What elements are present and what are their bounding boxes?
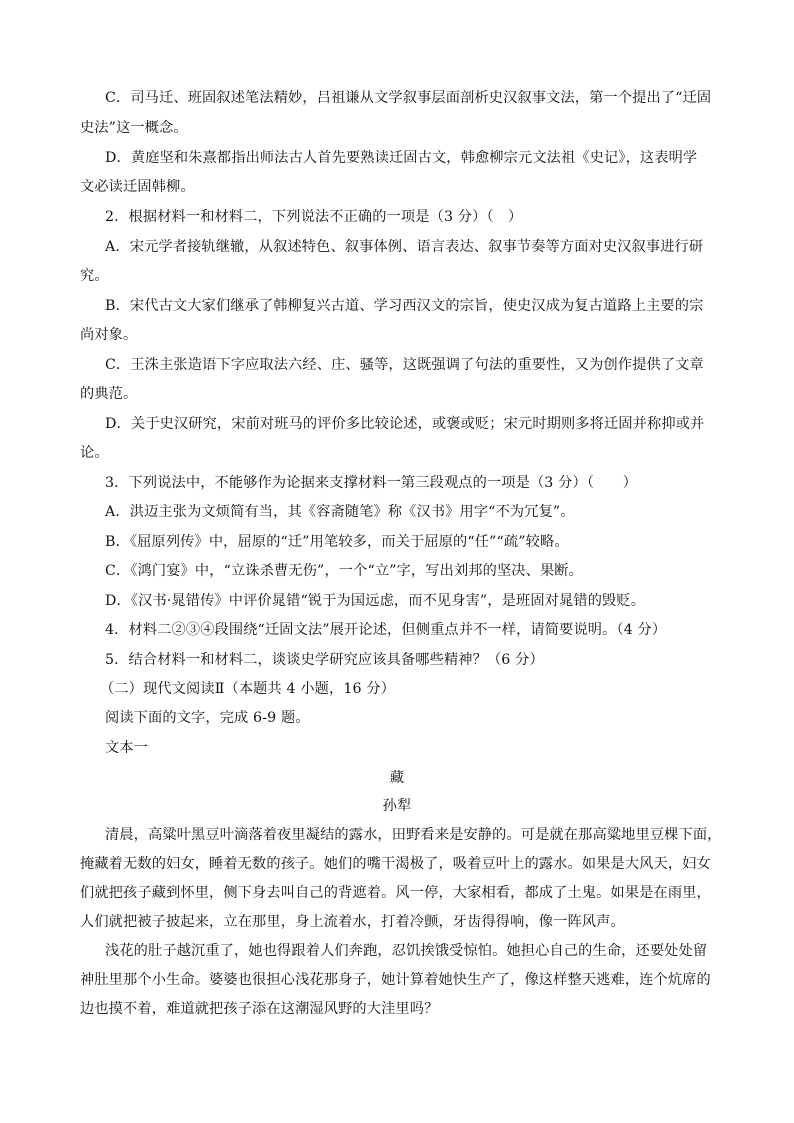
q3-option-d: D．《汉书·晁错传》中评价晁错“锐于为国远虑，而不见身害”，是班固对晁错的毁贬。 [105, 593, 646, 609]
story-paragraph-2-line3: 边也摸不着，难道就把孩子添在这潮湿风野的大洼里吗？ [80, 1001, 439, 1017]
q2-option-c-line1: C．王洙主张造语下字应取法六经、庄、骚等，这既强调了句法的重要性，又为创作提供了文章 [105, 357, 704, 373]
reading-instruction: 阅读下面的文字，完成 6-9 题。 [105, 710, 310, 726]
q2-option-a-line2: 究。 [80, 268, 109, 284]
q2-option-d-line2: 论。 [80, 445, 109, 461]
story-paragraph-1-line1: 清晨，高粱叶黑豆叶滴落着夜里凝结的露水，田野看来是安静的。可是就在那高粱地里豆棵下面， [105, 827, 722, 843]
q1-option-d-line2: 文必读迁固韩柳。 [80, 179, 195, 195]
q2-stem: 2．根据材料一和材料二，下列说法不正确的一项是（3 分）（ ） [105, 209, 523, 225]
story-title: 藏 [389, 770, 405, 786]
q4-question: 4．材料二②③④段围绕“迁固文法”展开论述，但侧重点并不一样，请简要说明。（4 分） [105, 622, 667, 638]
story-paragraph-2-line2: 神肚里那个小生命。婆婆也很担心浅花那身子，她计算着她快生产了，像这样整天逃难，连个炕席的 [80, 972, 711, 988]
q3-option-b: B．《屈原列传》中，屈原的“迁”用笔较多，而关于屈原的“任”“疏”较略。 [105, 534, 569, 550]
q1-option-c-line1: C．司马迁、班固叙述笔法精妙，吕祖谦从文学叙事层面剖析史汉叙事文法，第一个提出了“迁固 [105, 90, 712, 106]
story-paragraph-1-line3: 们就把孩子藏到怀里，侧下身去叫自己的背遮着。风一停，大家相看，都成了土鬼。如果是在雨里， [80, 885, 711, 901]
q2-option-b-line1: B．宋代古文大家们继承了韩柳复兴古道、学习西汉文的宗旨，使史汉成为复古道路上主要的宗 [105, 298, 704, 314]
q2-option-d-line1: D．关于史汉研究，宋前对班马的评价多比较论述，或褒或贬；宋元时期则多将迁固并称抑或并 [105, 416, 705, 432]
q3-option-c: C．《鸿门宴》中，“立诛杀曹无伤”，一个“立”字，写出刘邦的坚决、果断。 [105, 563, 583, 579]
q2-option-a-line1: A．宋元学者接轨继辙，从叙述特色、叙事体例、语言表达、叙事节奏等方面对史汉叙事进行研 [105, 239, 704, 255]
story-author: 孙犁 [382, 798, 412, 814]
q5-question: 5．结合材料一和材料二，谈谈史学研究应该具备哪些精神？（6 分） [105, 652, 544, 668]
text-label: 文本一 [105, 740, 149, 756]
q2-option-c-line2: 的典范。 [80, 386, 138, 402]
section-heading: （二）现代文阅读Ⅱ（本题共 4 小题，16 分） [100, 681, 396, 697]
q2-option-b-line2: 尚对象。 [80, 327, 138, 343]
q1-option-c-line2: 史法”这一概念。 [80, 120, 188, 136]
q3-option-a: A．洪迈主张为文烦简有当，其《容斋随笔》称《汉书》用字“不为冗复”。 [105, 504, 575, 520]
q1-option-d-line1: D．黄庭坚和朱熹都指出师法古人首先要熟读迁固古文，韩愈柳宗元文法祖《史记》，这表明学 [105, 150, 698, 166]
story-paragraph-2-line1: 浅花的肚子越沉重了，她也得跟着人们奔跑，忍饥挨饿受惊怕。她担心自己的生命，还要处处留 [105, 943, 708, 959]
story-paragraph-1-line2: 掩藏着无数的妇女，睡着无数的孩子。她们的嘴干渴极了，吸着豆叶上的露水。如果是大风天，妇女 [80, 856, 711, 872]
story-paragraph-1-line4: 人们就把被子披起来，立在那里，身上流着水，打着冷颤，牙齿得得响，像一阵风声。 [80, 914, 625, 930]
q3-stem: 3．下列说法中，不能够作为论据来支撑材料一第三段观点的一项是（3 分）（ ） [105, 475, 638, 491]
